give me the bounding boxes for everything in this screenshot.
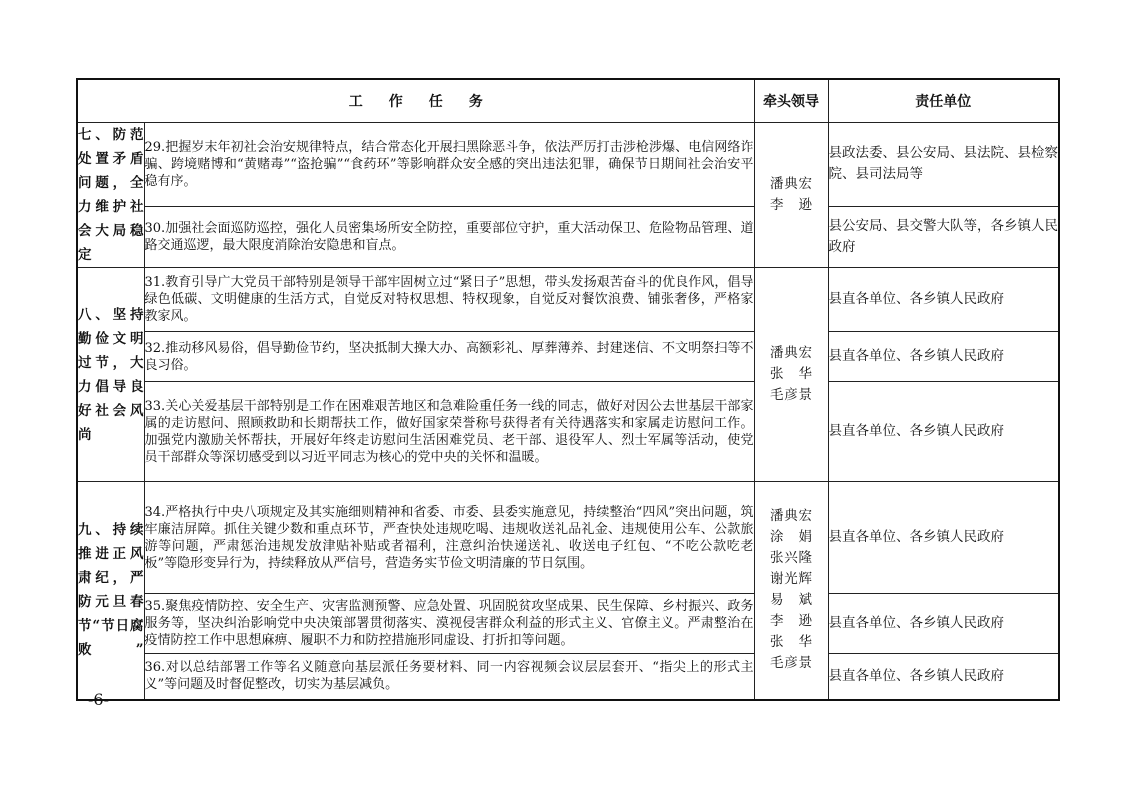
unit-cell: 县直各单位、各乡镇人民政府	[828, 654, 1059, 700]
header-row	[77, 79, 1059, 123]
page-number: -6-	[88, 690, 109, 709]
leader-name: 涂 娟	[770, 529, 812, 546]
table-row	[77, 206, 1059, 267]
table-row	[77, 594, 1059, 654]
leader-name: 毛彦景	[770, 655, 812, 672]
unit-cell: 县直各单位、各乡镇人民政府	[828, 382, 1059, 482]
table-row	[77, 268, 1059, 332]
unit-cell: 县直各单位、各乡镇人民政府	[828, 482, 1059, 594]
task-cell: 35.聚焦疫情防控、安全生产、灾害监测预警、应急处置、巩固脱贫攻坚成果、民生保障、乡村振兴、政务服务等，坚决纠治影响党中央决策部署贯彻落实、漠视侵害群众利益的形式主义、官僚主义。严肃整治在疫情防控工作中思想麻痹、履职不力和防控措施形同虚设、打折扣等问题。	[144, 594, 754, 654]
leader-name: 李 逊	[770, 613, 812, 630]
leader-name: 毛彦景	[770, 387, 812, 403]
leader-cell	[754, 123, 828, 268]
leader-name: 张 华	[770, 634, 812, 651]
unit-cell: 县直各单位、各乡镇人民政府	[828, 332, 1059, 382]
table-row	[77, 482, 1059, 594]
leader-name: 潘典宏	[770, 176, 812, 192]
unit-cell: 县直各单位、各乡镇人民政府	[828, 268, 1059, 332]
leader-cell	[754, 268, 828, 482]
unit-cell: 县直各单位、各乡镇人民政府	[828, 594, 1059, 654]
unit-cell: 县政法委、县公安局、县法院、县检察院、县司法局等	[828, 123, 1059, 207]
task-cell: 29.把握岁末年初社会治安规律特点，结合常态化开展扫黑除恶斗争，依法严厉打击涉枪涉爆、电信网络诈骗、跨境赌博和“黄赌毒”“盗抢骗”“食药环”等影响群众安全感的突出违法犯罪，确保节日期间社会治安平稳有序。	[144, 123, 754, 207]
task-cell: 36.对以总结部署工作等名义随意向基层派任务要材料、同一内容视频会议层层套开、“指尖上的形式主义”等问题及时督促整改，切实为基层减负。	[144, 654, 754, 700]
leader-name: 潘典宏	[770, 508, 812, 525]
task-cell: 33.关心关爱基层干部特别是工作在困难艰苦地区和急难险重任务一线的同志，做好对因公去世基层干部家属的走访慰问、照顾救助和长期帮扶工作，做好国家荣誉称号获得者有关待遇落实和家属走访慰问工作。加强党内激励关怀帮扶，开展好年终走访慰问生活困难党员、老干部、退役军人、烈士军属等活动，使党员干部群众等深切感受到以习近平同志为核心的党中央的关怀和温暖。	[144, 382, 754, 482]
leader-name: 张 华	[770, 366, 812, 382]
header-task: 工作任务	[77, 79, 754, 123]
category-cell: 八、坚持勤俭文明过节，大力倡导良好社会风尚	[77, 268, 144, 482]
category-cell: 九、持续推进正风肃纪，严防元旦春节“节日腐败”	[77, 482, 144, 700]
table-row	[77, 382, 1059, 482]
leader-cell	[754, 482, 828, 700]
table-row	[77, 123, 1059, 207]
task-cell: 34.严格执行中央八项规定及其实施细则精神和省委、市委、县委实施意见，持续整治“四风”突出问题，筑牢廉洁屏障。抓住关键少数和重点环节，严查快处违规吃喝、违规收送礼品礼金、违规使用公车、公款旅游等问题，严肃惩治违规发放津贴补贴或者福利，注意纠治快递送礼、收送电子红包、“不吃公款吃老板”等隐形变异行为，持续释放从严信号，营造务实节俭文明清廉的节日氛围。	[144, 482, 754, 594]
task-cell: 31.教育引导广大党员干部特别是领导干部牢固树立过“紧日子”思想，带头发扬艰苦奋斗的优良作风，倡导绿色低碳、文明健康的生活方式，自觉反对特权思想、特权现象，自觉反对餐饮浪费、铺张奢侈，严格家教家风。	[144, 268, 754, 332]
table-row	[77, 332, 1059, 382]
leader-name: 易 斌	[770, 592, 812, 609]
task-table	[76, 78, 1060, 701]
task-cell: 32.推动移风易俗，倡导勤俭节约，坚决抵制大操大办、高额彩礼、厚葬薄养、封建迷信、不文明祭扫等不良习俗。	[144, 332, 754, 382]
header-leader: 牵头领导	[754, 79, 828, 123]
leader-name: 潘典宏	[770, 345, 812, 361]
leader-name: 张兴隆	[770, 550, 812, 567]
table-row	[77, 654, 1059, 700]
task-cell: 30.加强社会面巡防巡控，强化人员密集场所安全防控，重要部位守护，重大活动保卫、危险物品管理、道路交通巡逻，最大限度消除治安隐患和盲点。	[144, 206, 754, 267]
header-unit: 责任单位	[828, 79, 1059, 123]
leader-name: 谢光辉	[770, 571, 812, 588]
leader-name: 李 逊	[770, 197, 812, 213]
category-cell: 七、防范处置矛盾问题，全力维护社会大局稳定	[77, 123, 144, 268]
unit-cell: 县公安局、县交警大队等，各乡镇人民政府	[828, 206, 1059, 267]
